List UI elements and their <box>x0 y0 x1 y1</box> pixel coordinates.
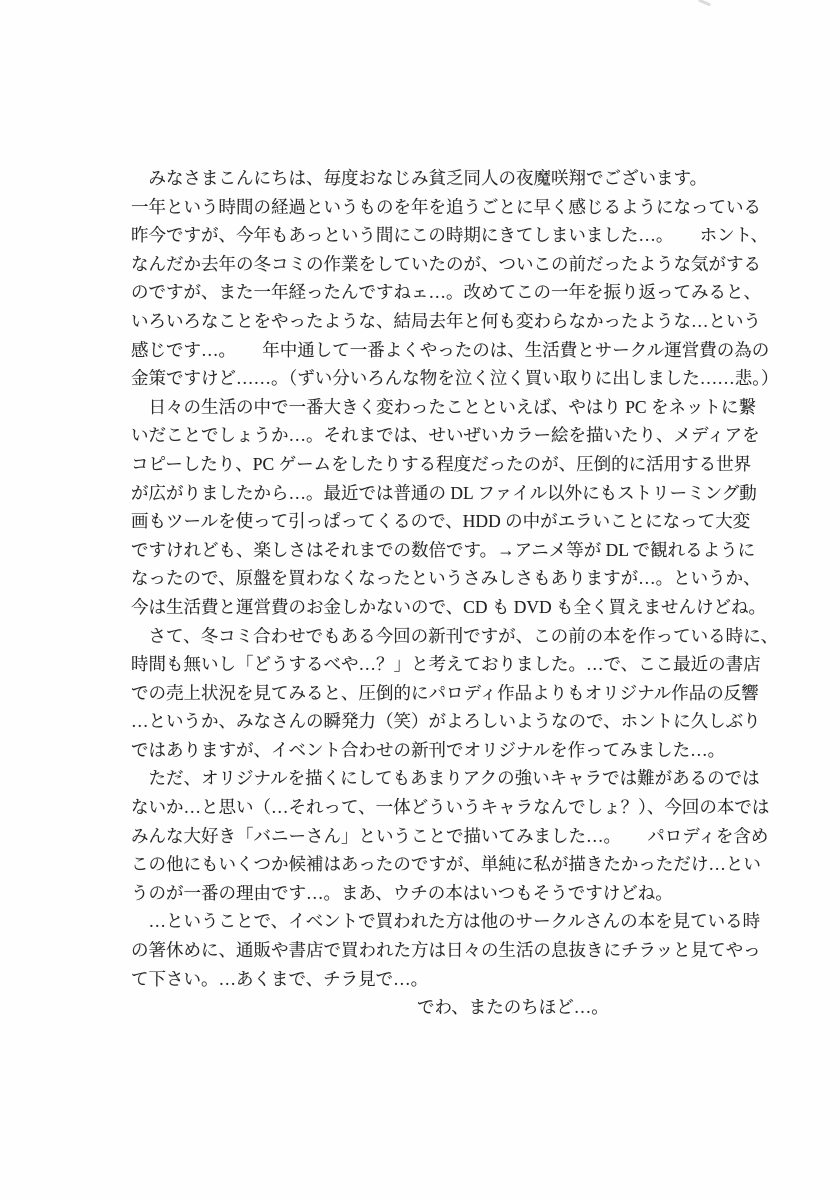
afterword-paragraph <box>131 764 770 907</box>
afterword-line: 感じです…。 年中通して一番よくやったのは、生活費とサークル運営費の為の <box>131 339 770 360</box>
closing-line: でわ、またのちほど…。 <box>417 997 609 1018</box>
afterword-line: 今は生活費と運営費のお金しかないので、CD も DVD も全く買えませんけどね。 <box>131 596 766 617</box>
afterword-line: うのが一番の理由です…。まあ、ウチの本はいつもそうですけどね。 <box>131 882 673 903</box>
afterword-line: での売上状況を見てみると、圧倒的にパロディ作品よりもオリジナル作品の反響 <box>131 682 759 703</box>
afterword-line: この他にもいくつか候補はあったのですが、単純に私が描きたかっただけ…とい <box>131 854 761 875</box>
afterword-line: 画もツールを使って引っぱってくるので、HDD の中がエラいことになって大変 <box>131 511 751 532</box>
afterword-line: コピーしたり、PC ゲームをしたりする程度だったのが、圧倒的に活用する世界 <box>131 453 752 474</box>
afterword-line: …ということで、イベントで買われた方は他のサークルさんの本を見ている時 <box>131 911 761 932</box>
afterword-paragraph <box>131 622 779 765</box>
afterword-line: の箸休めに、通販や書店で買われた方は日々の生活の息抜きにチラッと見てやっ <box>131 940 761 961</box>
afterword-line: ですけれども、楽しさはそれまでの数倍です。→アニメ等が DL で観れるように <box>131 539 756 560</box>
afterword-line: いだことでしょうか…。それまでは、せいぜいカラー絵を描いたり、メディアを <box>131 425 760 446</box>
afterword-line: さて、冬コミ合わせでもある今回の新刊ですが、この前の本を作っている時に、 <box>131 625 779 646</box>
afterword-line: 金策ですけど……。（ずい分いろんな物を泣く泣く買い取りに出しました……悲。） <box>131 368 779 389</box>
afterword-line: みんな大好き「バニーさん」ということで描いてみました…。 パロディを含め <box>131 825 769 846</box>
scan-smudge-artifact <box>698 0 711 7</box>
afterword-line: が広がりましたから…。最近では普通の DL ファイル以外にもストリーミング動 <box>131 482 757 503</box>
afterword-line: 時間も無いし「どうするべや…？」と考えておりました。…で、ここ最近の書店 <box>131 654 761 675</box>
afterword-paragraph <box>131 907 761 993</box>
afterword-line: ないか…と思い（…それって、一体どういうキャラなんでしょ？）、今回の本では <box>131 797 770 818</box>
afterword-line: 日々の生活の中で一番大きく変わったことといえば、やはり PC をネットに繋 <box>131 396 756 417</box>
afterword-paragraph <box>131 393 766 622</box>
afterword-line: みなさまこんにちは、毎度おなじみ貧乏同人の夜魔咲翔でございます。 <box>131 168 708 188</box>
afterword-line: なったので、原盤を買わなくなったというさみしさもありますが…。というか、 <box>131 568 761 589</box>
afterword-line: なんだか去年の冬コミの作業をしていたのが、ついこの前だったような気がする <box>131 253 761 274</box>
afterword-paragraph <box>131 164 779 393</box>
afterword-line: ただ、オリジナルを描くにしてもあまりアクの強いキャラでは難があるのでは <box>131 768 760 789</box>
afterword-text-block <box>131 164 779 1022</box>
afterword-line: 一年という時間の経過というものを年を追うごとに早く感じるようになっている <box>131 196 761 217</box>
afterword-line: て下さい。…あくまで、チラ見で…。 <box>131 968 429 989</box>
afterword-line: ではありますが、イベント合わせの新刊でオリジナルを作ってみました…。 <box>131 739 726 760</box>
afterword-line: 昨今ですが、今年もあっという間にこの時期にきてしまいました…。 ホント、 <box>131 225 768 246</box>
afterword-line: のですが、また一年経ったんですねェ…。改めてこの一年を振り返ってみると、 <box>131 282 761 303</box>
afterword-line: いろいろなことをやったような、結局去年と何も変わらなかったような…という <box>131 310 761 331</box>
afterword-line: …というか、みなさんの瞬発力（笑）がよろしいようなので、ホントに久しぶり <box>131 711 761 732</box>
